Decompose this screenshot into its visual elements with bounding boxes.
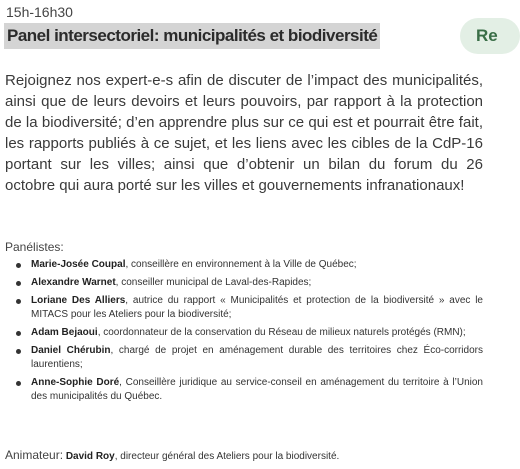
panelist-name: Anne-Sophie Doré [31,377,120,388]
panelist-name: Alexandre Warnet [31,277,116,288]
panelist-item [5,276,483,290]
panelist-description: , chargé de projet en aménagement durable des territoires chez Éco-corridors laurentiens; [31,345,483,370]
bullet-icon [16,263,21,268]
panelist-description: , coordonnateur de la conservation du Réseau de milieux naturels protégés (RMN); [97,327,466,338]
register-button[interactable] [460,18,520,54]
panelist-item [5,258,483,272]
moderator-label: Animateur: [5,448,64,462]
panelist-description: , conseillère en environnement à la Ville de Québec; [125,259,357,270]
panelist-description: , conseiller municipal de Laval-des-Rapides; [115,277,312,288]
bullet-icon [16,349,21,354]
panelist-name: Daniel Chérubin [31,345,111,356]
panelist-item [5,344,483,372]
panelist-name: Marie-Josée Coupal [31,259,126,270]
register-button-label: Re [476,26,498,45]
session-time: 15h-16h30 [6,4,73,20]
bullet-icon [16,331,21,336]
bullet-icon [16,299,21,304]
panelists-list [5,258,483,408]
moderator-name: David Roy [65,451,115,462]
panelist-item [5,326,483,340]
panelist-item [5,294,483,322]
panelist-name: Adam Bejaoui [31,327,98,338]
panelist-description: , autrice du rapport « Municipalités et protection de la biodiversité » avec le MITACS pour les Ateliers pour la biodiversité; [31,295,483,320]
session-title: Panel intersectoriel: municipalités et biodiversité [4,23,380,49]
moderator-description: , directeur général des Ateliers pour la biodiversité. [114,451,340,462]
moderator-line [5,448,339,462]
bullet-icon [16,281,21,286]
panelist-item [5,376,483,404]
panelists-label: Panélistes: [5,240,64,254]
bullet-icon [16,381,21,386]
panelist-name: Loriane Des Alliers [31,295,126,306]
panelist-description: , Conseillère juridique au service-conseil en aménagement du territoire à l’Union des municipalités du Québec. [31,377,483,402]
session-description: Rejoignez nos expert-e-s afin de discuter de l’impact des municipalités, ainsi que de leurs devoirs et leurs pouvoirs, par rapport à la protection de la biodiversité; d’en apprendre plus sur ce qui est et pourrait être fait, les rapports publiés à ce sujet, et les liens avec les cibles de la CdP-16 portant sur les villes; ainsi que d’obtenir un bilan du forum du 26 octobre qui aura porté sur les villes et gouvernements infranationaux! [5,72,483,194]
